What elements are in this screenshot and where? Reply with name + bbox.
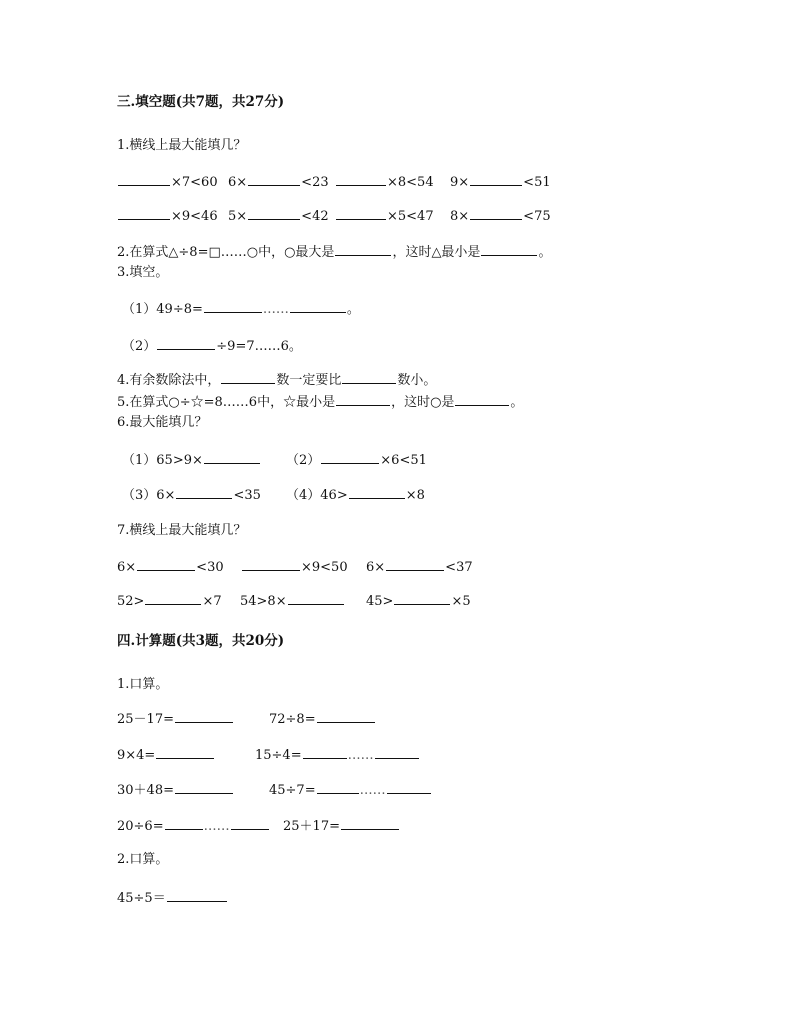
s4-q1-item7 bbox=[117, 817, 270, 836]
s4-q1-item4 bbox=[255, 746, 420, 765]
calc-t: 20÷6= bbox=[117, 819, 164, 834]
q5-line bbox=[117, 393, 523, 412]
answer-blank[interactable] bbox=[386, 558, 444, 571]
s4-q1-item6 bbox=[269, 781, 432, 800]
answer-blank[interactable] bbox=[303, 746, 347, 759]
s4-q1-label: 1.口算。 bbox=[117, 677, 169, 692]
s4-q1-item5 bbox=[117, 781, 234, 800]
s4-q1-item1 bbox=[117, 710, 234, 729]
q7-r2-item2 bbox=[240, 592, 345, 611]
q7-r1-item1 bbox=[117, 558, 224, 577]
s4-q1-item3 bbox=[117, 746, 215, 765]
answer-blank[interactable] bbox=[341, 817, 399, 830]
q7-t: ×9<50 bbox=[301, 560, 348, 575]
q1-r1-t6: <51 bbox=[523, 175, 551, 190]
answer-blank[interactable] bbox=[156, 746, 214, 759]
calc-t: 9×4= bbox=[117, 748, 156, 763]
q1-label: 1.横线上最大能填几？ bbox=[117, 138, 247, 153]
answer-blank[interactable] bbox=[175, 710, 233, 723]
q4-text-1: 4.有余数除法中， bbox=[117, 373, 221, 388]
q7-t: 54>8× bbox=[240, 594, 287, 609]
s4-q2-item1 bbox=[117, 889, 228, 908]
answer-blank[interactable] bbox=[470, 207, 522, 220]
q4-line bbox=[117, 371, 436, 390]
q1-r1-item3 bbox=[335, 173, 434, 192]
q3-i2-text: （2） bbox=[122, 339, 157, 354]
q4-text-3: 数小。 bbox=[397, 373, 437, 388]
calc-t: 45÷5＝ bbox=[117, 891, 166, 906]
q1-r2-t1: ×9<46 bbox=[171, 209, 218, 224]
q3-i1-text: （1）49÷8= bbox=[122, 302, 203, 317]
q2-text-2: ，这时△最小是 bbox=[392, 245, 481, 260]
q6-item-4 bbox=[286, 486, 425, 505]
q7-r2-item1 bbox=[117, 592, 222, 611]
q7-t: ×7 bbox=[202, 594, 222, 609]
answer-blank[interactable] bbox=[336, 393, 390, 406]
q7-t: <37 bbox=[445, 560, 473, 575]
q6-i3-end: <35 bbox=[233, 488, 261, 503]
answer-blank[interactable] bbox=[145, 592, 201, 605]
q3-i2-end: ÷9=7……6。 bbox=[216, 339, 302, 354]
q6-i4-end: ×8 bbox=[405, 488, 425, 503]
answer-blank[interactable] bbox=[336, 207, 386, 220]
q2-text-1: 2.在算式△÷8=□……○中，○最大是 bbox=[117, 245, 335, 260]
q4-text-2: 数一定要比 bbox=[276, 373, 342, 388]
q1-r2-item4 bbox=[450, 207, 551, 226]
answer-blank[interactable] bbox=[342, 371, 396, 384]
q6-i4-text: （4）46> bbox=[286, 488, 348, 503]
calc-dots: …… bbox=[347, 748, 374, 763]
q1-r2-t4: ×5<47 bbox=[387, 209, 434, 224]
q6-item-2 bbox=[286, 451, 427, 470]
answer-blank[interactable] bbox=[157, 337, 215, 350]
answer-blank[interactable] bbox=[248, 173, 300, 186]
answer-blank[interactable] bbox=[242, 558, 300, 571]
q7-t: 6× bbox=[117, 560, 137, 575]
q1-r2-t6: <75 bbox=[523, 209, 551, 224]
answer-blank[interactable] bbox=[336, 173, 386, 186]
q7-t: ×5 bbox=[451, 594, 471, 609]
q6-i1-text: （1）65>9× bbox=[122, 453, 203, 468]
q6-i2-text: （2） bbox=[286, 453, 321, 468]
q6-i2-end: ×6<51 bbox=[380, 453, 427, 468]
q1-r1-t4: ×8<54 bbox=[387, 175, 434, 190]
q7-label: 7.横线上最大能填几？ bbox=[117, 523, 247, 538]
answer-blank[interactable] bbox=[118, 173, 170, 186]
answer-blank[interactable] bbox=[248, 207, 300, 220]
answer-blank[interactable] bbox=[175, 781, 233, 794]
q1-r1-item4 bbox=[450, 173, 551, 192]
q1-r2-item2 bbox=[228, 207, 329, 226]
answer-blank[interactable] bbox=[349, 486, 405, 499]
answer-blank[interactable] bbox=[321, 451, 379, 464]
q7-t: 45> bbox=[366, 594, 394, 609]
q1-r1-t2: 6× bbox=[228, 175, 248, 190]
calc-t: 30＋48= bbox=[117, 783, 174, 798]
q1-r1-t3: <23 bbox=[301, 175, 329, 190]
answer-blank[interactable] bbox=[394, 592, 450, 605]
q6-i3-text: （3）6× bbox=[122, 488, 176, 503]
s4-q2-label: 2.口算。 bbox=[117, 852, 169, 867]
calc-t: 72÷8= bbox=[269, 712, 316, 727]
q7-r2-item3 bbox=[366, 592, 471, 611]
q7-r1-item2 bbox=[241, 558, 348, 577]
calc-dots: …… bbox=[203, 819, 230, 834]
q1-r2-item3 bbox=[335, 207, 434, 226]
q3-i1-end: 。 bbox=[346, 302, 360, 317]
q7-t: 52> bbox=[117, 594, 145, 609]
calc-t: 25－17= bbox=[117, 712, 174, 727]
calc-t: 15÷4= bbox=[255, 748, 302, 763]
answer-blank[interactable] bbox=[167, 889, 227, 902]
q7-t: <30 bbox=[196, 560, 224, 575]
answer-blank[interactable] bbox=[204, 451, 260, 464]
answer-blank[interactable] bbox=[137, 558, 195, 571]
answer-blank[interactable] bbox=[231, 817, 269, 830]
q1-r2-t3: <42 bbox=[301, 209, 329, 224]
calc-dots: …… bbox=[359, 783, 386, 798]
answer-blank[interactable] bbox=[455, 393, 509, 406]
answer-blank[interactable] bbox=[387, 781, 431, 794]
q2-text-3: 。 bbox=[538, 245, 552, 260]
q3-label: 3.填空。 bbox=[117, 265, 169, 280]
answer-blank[interactable] bbox=[470, 173, 522, 186]
q5-text-2: ，这时○是 bbox=[391, 395, 455, 410]
q6-item-3 bbox=[122, 486, 261, 505]
q1-r1-item2 bbox=[228, 173, 329, 192]
q1-r1-t5: 9× bbox=[450, 175, 470, 190]
q1-r1-item1 bbox=[117, 173, 218, 192]
q5-text-1: 5.在算式○÷☆=8……6中，☆最小是 bbox=[117, 395, 336, 410]
q6-item-1 bbox=[122, 451, 261, 470]
answer-blank[interactable] bbox=[288, 592, 344, 605]
q1-r2-item1 bbox=[117, 207, 218, 226]
answer-blank[interactable] bbox=[290, 300, 346, 313]
q1-r2-t2: 5× bbox=[228, 209, 248, 224]
calc-t: 45÷7= bbox=[269, 783, 316, 798]
s4-q1-item8 bbox=[283, 817, 400, 836]
q5-text-3: 。 bbox=[510, 395, 524, 410]
q3-item-1 bbox=[122, 300, 360, 319]
answer-blank[interactable] bbox=[176, 486, 232, 499]
q1-r1-t1: ×7<60 bbox=[171, 175, 218, 190]
s4-q1-item2 bbox=[269, 710, 376, 729]
answer-blank[interactable] bbox=[165, 817, 203, 830]
q2-line bbox=[117, 243, 551, 262]
section-3-heading: 三.填空题(共7题，共27分) bbox=[117, 94, 285, 110]
q3-item-2 bbox=[122, 337, 302, 356]
answer-blank[interactable] bbox=[118, 207, 170, 220]
calc-t: 25＋17= bbox=[283, 819, 340, 834]
section-4-heading: 四.计算题(共3题，共20分) bbox=[117, 633, 285, 649]
q1-r2-t5: 8× bbox=[450, 209, 470, 224]
q7-t: 6× bbox=[366, 560, 386, 575]
q3-i1-dots: …… bbox=[262, 302, 289, 317]
q6-label: 6.最大能填几？ bbox=[117, 415, 208, 430]
answer-blank[interactable] bbox=[221, 371, 275, 384]
answer-blank[interactable] bbox=[375, 746, 419, 759]
answer-blank[interactable] bbox=[317, 710, 375, 723]
answer-blank[interactable] bbox=[481, 243, 537, 256]
answer-blank[interactable] bbox=[317, 781, 359, 794]
answer-blank[interactable] bbox=[204, 300, 262, 313]
q7-r1-item3 bbox=[366, 558, 473, 577]
answer-blank[interactable] bbox=[335, 243, 391, 256]
